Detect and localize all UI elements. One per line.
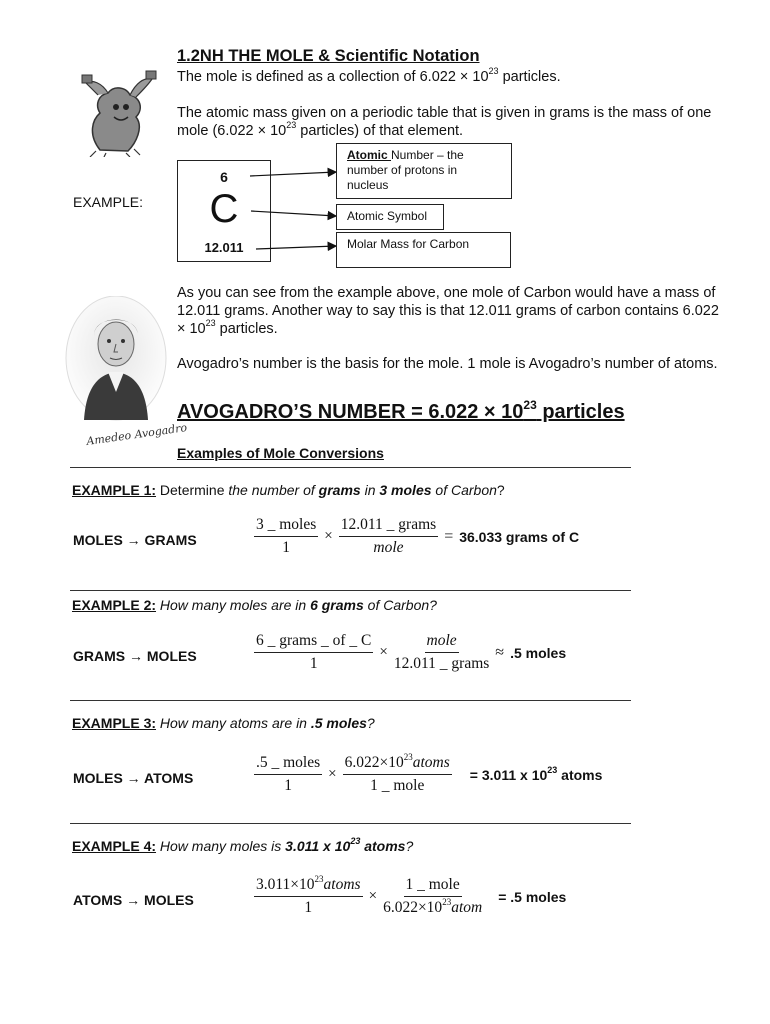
example-3-result: = 3.011 x $10^{23}$ atoms bbox=[469, 764, 603, 783]
example-2-label: GRAMS → MOLES bbox=[73, 648, 197, 664]
atomic-mass-paragraph: The atomic mass given on a periodic table that is given in grams is the mass of one mole ($6.022 \times 10^{23}$ particles) of that element. bbox=[177, 105, 712, 139]
example-2-equation: $\frac{\text{6 \_ grams \_ of \_ C}}{1}$ × $\frac{\text{mole}}{\text{12.011 \_ grams}}$ ≈ .5 moles bbox=[256, 632, 567, 672]
avogadro-basis: Avogadro’s number is the basis for the mole. 1 mole is Avogadro’s number of atoms. bbox=[177, 356, 718, 372]
atomic-symbol: C bbox=[209, 187, 239, 231]
examples-heading: Examples of Mole Conversions bbox=[177, 445, 384, 461]
divider bbox=[70, 700, 631, 701]
fraction: $\frac{6.022\times 10^{23}atoms}{\text{1 \_ mole}}$ bbox=[344, 752, 450, 794]
fraction: $\frac{\text{mole}}{\text{12.011 \_ grams}}$ bbox=[393, 632, 490, 672]
molar-mass: 12.011 bbox=[204, 240, 244, 255]
fraction: $\frac{\text{.5 \_ moles}}{1}$ bbox=[256, 754, 321, 794]
divider bbox=[70, 590, 631, 591]
arrow-atomic-number bbox=[250, 172, 336, 176]
arrow-molar-mass bbox=[256, 246, 336, 249]
example-4-question: EXAMPLE 4: How many moles is 3.011 x $10^{23}$ atoms? bbox=[72, 836, 414, 854]
example-1-equation: $\frac{\text{3 \_ moles}}{1}$ × $\frac{\text{12.011 \_ grams}}{\text{mole}}$ = 36.033 grams of C bbox=[256, 516, 580, 556]
page-title: 1.2NH THE MOLE & Scientific Notation bbox=[177, 47, 480, 65]
divider bbox=[70, 467, 631, 468]
fraction: $\frac{3.011\times 10^{23}atoms}{1}$ bbox=[256, 874, 361, 916]
callout-atomic-symbol: Atomic Symbol bbox=[336, 204, 444, 230]
callout-molar-mass: Molar Mass for Carbon bbox=[336, 232, 511, 268]
mole-definition: The mole is defined as a collection of $6.022 \times 10^{23}$ particles. bbox=[177, 66, 561, 85]
carbon-explanation: As you can see from the example above, one mole of Carbon would have a mass of 12.011 grams. Another way to say this is that 12.011 grams of carbon contains $6.022 \times 10^{23}$ particles. bbox=[177, 285, 719, 337]
atomic-number: 6 bbox=[220, 169, 228, 185]
arrow-atomic-symbol bbox=[251, 211, 336, 216]
example-4-label: ATOMS → MOLES bbox=[73, 892, 194, 908]
fraction: $\frac{\text{3 \_ moles}}{1}$ bbox=[256, 516, 317, 556]
example-label: EXAMPLE: bbox=[73, 194, 144, 210]
example-4-equation: $\frac{3.011\times 10^{23}atoms}{1}$ × $\frac{\text{1 \_ mole}}{6.022\times 10^{23}atom}$ = .5 moles bbox=[256, 874, 567, 916]
example-1-question: EXAMPLE 1: Determine the number of grams in 3 moles of Carbon? bbox=[72, 482, 505, 498]
avogadro-signature: Amedeo Avogadro bbox=[85, 421, 188, 448]
example-2-result: .5 moles bbox=[510, 644, 567, 661]
example-1-result: 36.033 grams of C bbox=[459, 528, 580, 545]
avogadro-portrait bbox=[64, 296, 168, 424]
example-3-equation: $\frac{\text{.5 \_ moles}}{1}$ × $\frac{6.022\times 10^{23}atoms}{\text{1 \_ mole}}$ = 3.011 x $10^{23}$ atoms bbox=[256, 752, 603, 794]
example-1-label: MOLES → GRAMS bbox=[73, 532, 197, 548]
fraction: $\frac{\text{12.011 \_ grams}}{\text{mole}}$ bbox=[340, 516, 437, 556]
fraction: $\frac{\text{1 \_ mole}}{6.022\times 10^{23}atom}$ bbox=[383, 876, 483, 916]
example-3-question: EXAMPLE 3: How many atoms are in .5 moles? bbox=[72, 715, 375, 731]
example-3-label: MOLES → ATOMS bbox=[73, 770, 194, 786]
example-2-question: EXAMPLE 2: How many moles are in 6 grams of Carbon? bbox=[72, 597, 437, 613]
divider bbox=[70, 823, 631, 824]
example-4-result: = .5 moles bbox=[498, 888, 567, 905]
avogadro-number-heading: AVOGADRO’S NUMBER = $6.022 \times 10^{23}$ particles bbox=[177, 398, 625, 423]
fraction: $\frac{\text{6 \_ grams \_ of \_ C}}{1}$ bbox=[256, 632, 372, 672]
callout-atomic-number: Atomic Number – the number of protons in nucleus bbox=[336, 143, 512, 199]
